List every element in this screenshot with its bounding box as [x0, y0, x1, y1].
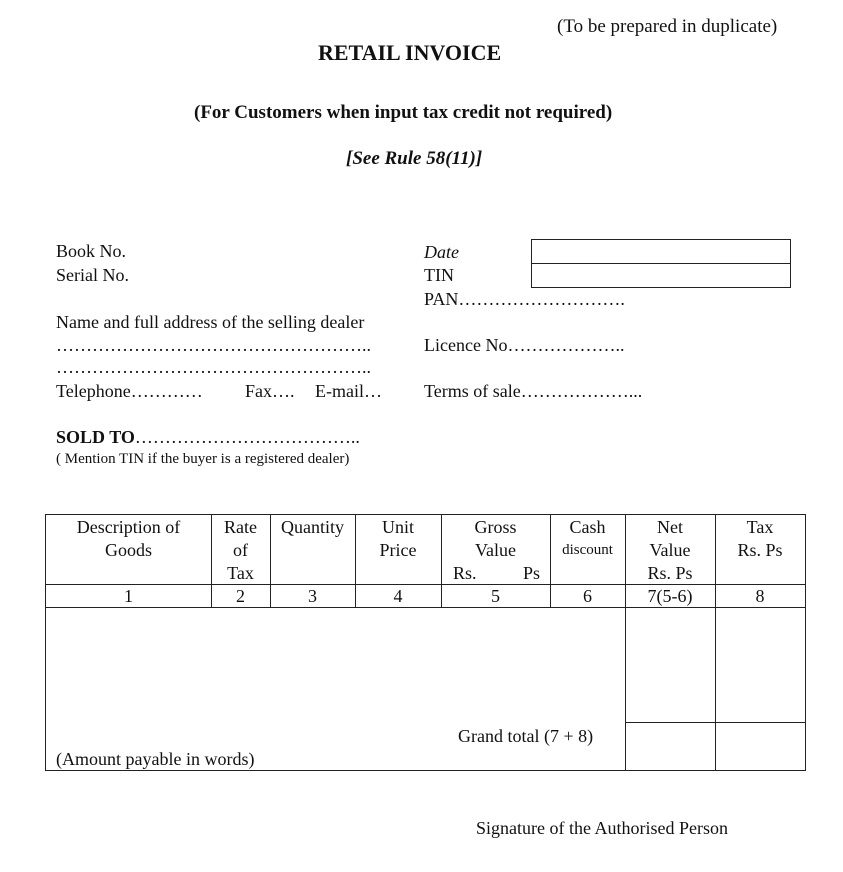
col-number-8: 8: [755, 586, 765, 606]
dealer-address-line-1: ……………………………………………..: [56, 335, 371, 355]
licence-label: Licence No………………..: [424, 335, 625, 355]
amount-in-words-label: (Amount payable in words): [56, 749, 255, 769]
sold-to-note: ( Mention TIN if the buyer is a registered dealer): [56, 451, 350, 467]
duplicate-note: (To be prepared in duplicate): [557, 16, 778, 37]
col-number-1: 1: [124, 586, 133, 606]
pan-label: PAN……………………….: [424, 289, 625, 309]
signature-label: Signature of the Authorised Person: [476, 818, 728, 838]
header-rate: Rate of Tax: [224, 517, 257, 583]
col-number-7: 7(5-6): [647, 586, 693, 606]
gross-ps-label: Ps: [523, 563, 541, 583]
telephone-label: Telephone…………: [56, 381, 203, 401]
col-number-4: 4: [393, 586, 403, 606]
book-no-label: Book No.: [56, 241, 127, 261]
date-field[interactable]: [531, 239, 791, 264]
rule-reference: [See Rule 58(11)]: [346, 148, 483, 169]
sold-to-dots: ………………………………..: [134, 427, 360, 447]
col-number-3: 3: [308, 586, 317, 606]
grand-total-label: Grand total (7 + 8): [458, 726, 594, 746]
grand-total-net-cell[interactable]: [626, 723, 715, 770]
tax-entry[interactable]: [716, 608, 805, 722]
invoice-table: [45, 514, 806, 771]
invoice-subtitle: (For Customers when input tax credit not required): [194, 102, 613, 123]
sold-to-label: SOLD TO: [56, 427, 135, 447]
grand-total-tax-cell[interactable]: [716, 723, 805, 770]
col-number-6: 6: [583, 586, 592, 606]
sold-to-line: [56, 427, 360, 448]
header-quantity: Quantity: [281, 517, 344, 537]
dealer-address-label: Name and full address of the selling dealer: [56, 312, 365, 332]
net-value-entry[interactable]: [626, 608, 715, 722]
header-tax: Tax Rs. Ps: [737, 517, 783, 560]
col-number-5: 5: [491, 586, 500, 606]
dealer-address-line-2: ……………………………………………..: [56, 357, 371, 377]
invoice-title: RETAIL INVOICE: [318, 40, 502, 65]
tin-label: TIN: [424, 265, 454, 285]
goods-entry-area[interactable]: [46, 608, 625, 728]
terms-label: Terms of sale………………...: [424, 381, 643, 401]
header-net-value: Net Value Rs. Ps: [647, 517, 693, 583]
header-gross-value: Gross Value: [474, 517, 517, 560]
header-cash-discount: Cash discount: [562, 517, 613, 558]
gross-rs-label: Rs.: [453, 563, 477, 583]
serial-no-label: Serial No.: [56, 265, 129, 285]
col-number-2: 2: [236, 586, 245, 606]
header-unit-price: Unit Price: [379, 517, 417, 560]
tin-field[interactable]: [531, 263, 791, 288]
fax-label: Fax….: [245, 381, 295, 401]
header-description: Description of Goods: [76, 517, 181, 560]
date-label: Date: [424, 242, 459, 262]
email-label: E-mail…: [315, 381, 382, 401]
